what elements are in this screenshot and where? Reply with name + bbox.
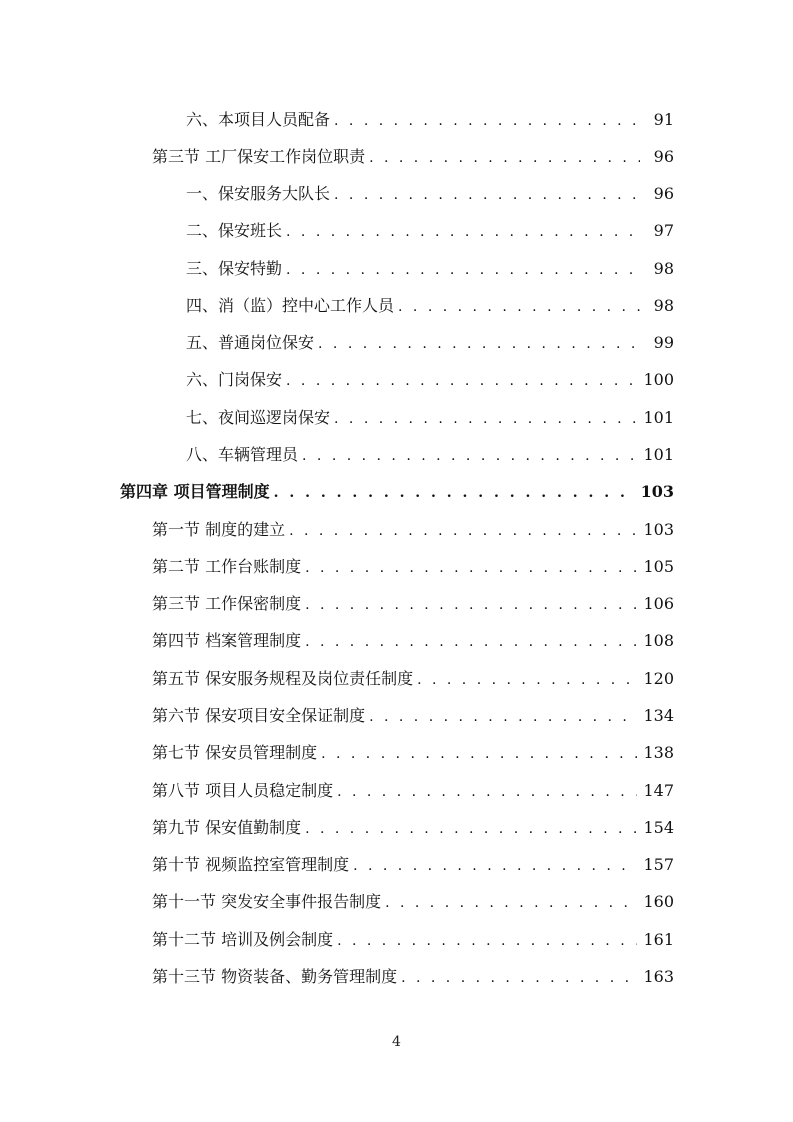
dot-leader <box>289 517 637 545</box>
toc-entry-page: 96 <box>653 184 674 203</box>
toc-entry[interactable] <box>152 702 674 730</box>
toc-entry-label: 八、车辆管理员 <box>186 445 299 464</box>
page-number: 4 <box>392 1034 401 1050</box>
toc-entry[interactable] <box>186 217 674 245</box>
toc-entry-page: 106 <box>643 594 674 613</box>
toc-entry-page: 101 <box>643 408 674 427</box>
toc-entry-label: 第八节 项目人员稳定制度 <box>152 781 334 800</box>
toc-entry[interactable] <box>152 777 674 805</box>
toc-entry[interactable] <box>186 404 674 432</box>
toc-entry-label: 二、保安班长 <box>186 221 283 240</box>
toc-entry-page: 120 <box>643 669 674 688</box>
dot-leader <box>337 778 637 806</box>
dot-leader <box>401 964 637 992</box>
toc-entry-label: 第一节 制度的建立 <box>152 520 286 539</box>
toc-entry-label: 第六节 保安项目安全保证制度 <box>152 706 366 725</box>
toc-entry[interactable] <box>152 665 674 693</box>
toc-entry[interactable] <box>186 441 674 469</box>
toc-entry-label: 第四节 档案管理制度 <box>152 631 302 650</box>
dot-leader <box>353 852 637 880</box>
toc-entry-label: 四、消（监）控中心工作人员 <box>186 296 395 315</box>
toc-entry-page: 160 <box>643 892 674 911</box>
toc-entry[interactable] <box>152 963 674 991</box>
toc-entry-label: 第三节 工作保密制度 <box>152 594 302 613</box>
toc-entry-label: 第十二节 培训及例会制度 <box>152 930 334 949</box>
dot-leader <box>305 591 637 619</box>
toc-entry-label: 第三节 工厂保安工作岗位职责 <box>152 147 366 166</box>
dot-leader <box>286 218 640 246</box>
toc-entry-page: 91 <box>653 110 674 129</box>
dot-leader <box>398 293 640 321</box>
toc-chapter-entry[interactable] <box>120 478 674 506</box>
toc-entry[interactable] <box>152 851 674 879</box>
toc-entry-page: 99 <box>653 333 674 352</box>
toc-entry-label: 第四章 项目管理制度 <box>120 482 270 501</box>
dot-leader <box>337 927 637 955</box>
toc-entry[interactable] <box>186 292 674 320</box>
toc-entry-page: 134 <box>643 706 674 725</box>
toc-entry-label: 第九节 保安值勤制度 <box>152 818 302 837</box>
dot-leader <box>321 740 637 768</box>
toc-entry-label: 三、保安特勤 <box>186 259 283 278</box>
toc-entry-label: 一、保安服务大队长 <box>186 184 331 203</box>
toc-entry-page: 138 <box>643 743 674 762</box>
dot-leader <box>318 330 640 358</box>
toc-entry[interactable] <box>186 106 674 134</box>
dot-leader <box>305 815 637 843</box>
toc-entry-page: 98 <box>653 296 674 315</box>
dot-leader <box>274 479 635 507</box>
toc-entry-label: 五、普通岗位保安 <box>186 333 315 352</box>
toc-entry[interactable] <box>152 888 674 916</box>
toc-entry[interactable] <box>152 553 674 581</box>
dot-leader <box>334 181 640 209</box>
toc-entry-label: 第十节 视频监控室管理制度 <box>152 855 350 874</box>
toc-entry[interactable] <box>186 366 674 394</box>
toc-entry-page: 163 <box>643 967 674 986</box>
toc-entry-label: 第二节 工作台账制度 <box>152 557 302 576</box>
toc-entry[interactable] <box>152 143 674 171</box>
dot-leader <box>385 889 637 917</box>
toc-entry-page: 101 <box>643 445 674 464</box>
toc-entry[interactable] <box>186 255 674 283</box>
toc-entry[interactable] <box>186 329 674 357</box>
dot-leader <box>417 666 637 694</box>
toc-entry-page: 147 <box>643 781 674 800</box>
dot-leader <box>305 628 637 656</box>
toc-entry-label: 第七节 保安员管理制度 <box>152 743 318 762</box>
toc-entry-page: 100 <box>643 370 674 389</box>
dot-leader <box>305 554 637 582</box>
dot-leader <box>286 256 640 284</box>
toc-entry[interactable] <box>186 180 674 208</box>
toc-entry-page: 97 <box>653 221 674 240</box>
dot-leader <box>302 442 637 470</box>
toc-entry-page: 103 <box>643 520 674 539</box>
toc-entry-page: 105 <box>643 557 674 576</box>
toc-entry[interactable] <box>152 926 674 954</box>
toc-entry[interactable] <box>152 627 674 655</box>
toc-entry-label: 七、夜间巡逻岗保安 <box>186 408 331 427</box>
toc-entry-label: 六、门岗保安 <box>186 370 283 389</box>
toc-entry[interactable] <box>152 739 674 767</box>
dot-leader <box>286 367 637 395</box>
dot-leader <box>369 703 637 731</box>
toc-entry-label: 第十一节 突发安全事件报告制度 <box>152 892 382 911</box>
toc-entry-page: 108 <box>643 631 674 650</box>
dot-leader <box>369 144 640 172</box>
toc-entry-page: 103 <box>640 482 674 501</box>
toc-entry[interactable] <box>152 814 674 842</box>
toc-entry[interactable] <box>152 590 674 618</box>
toc-entry-page: 161 <box>643 930 674 949</box>
toc-entry-page: 157 <box>643 855 674 874</box>
toc-entry-label: 第十三节 物资装备、勤务管理制度 <box>152 967 398 986</box>
toc-entry[interactable] <box>152 516 674 544</box>
dot-leader <box>334 107 640 135</box>
toc-entry-label: 六、本项目人员配备 <box>186 110 331 129</box>
dot-leader <box>334 405 637 433</box>
toc-entry-page: 96 <box>653 147 674 166</box>
toc-entry-page: 154 <box>643 818 674 837</box>
toc-entry-page: 98 <box>653 259 674 278</box>
toc-entry-label: 第五节 保安服务规程及岗位责任制度 <box>152 669 414 688</box>
